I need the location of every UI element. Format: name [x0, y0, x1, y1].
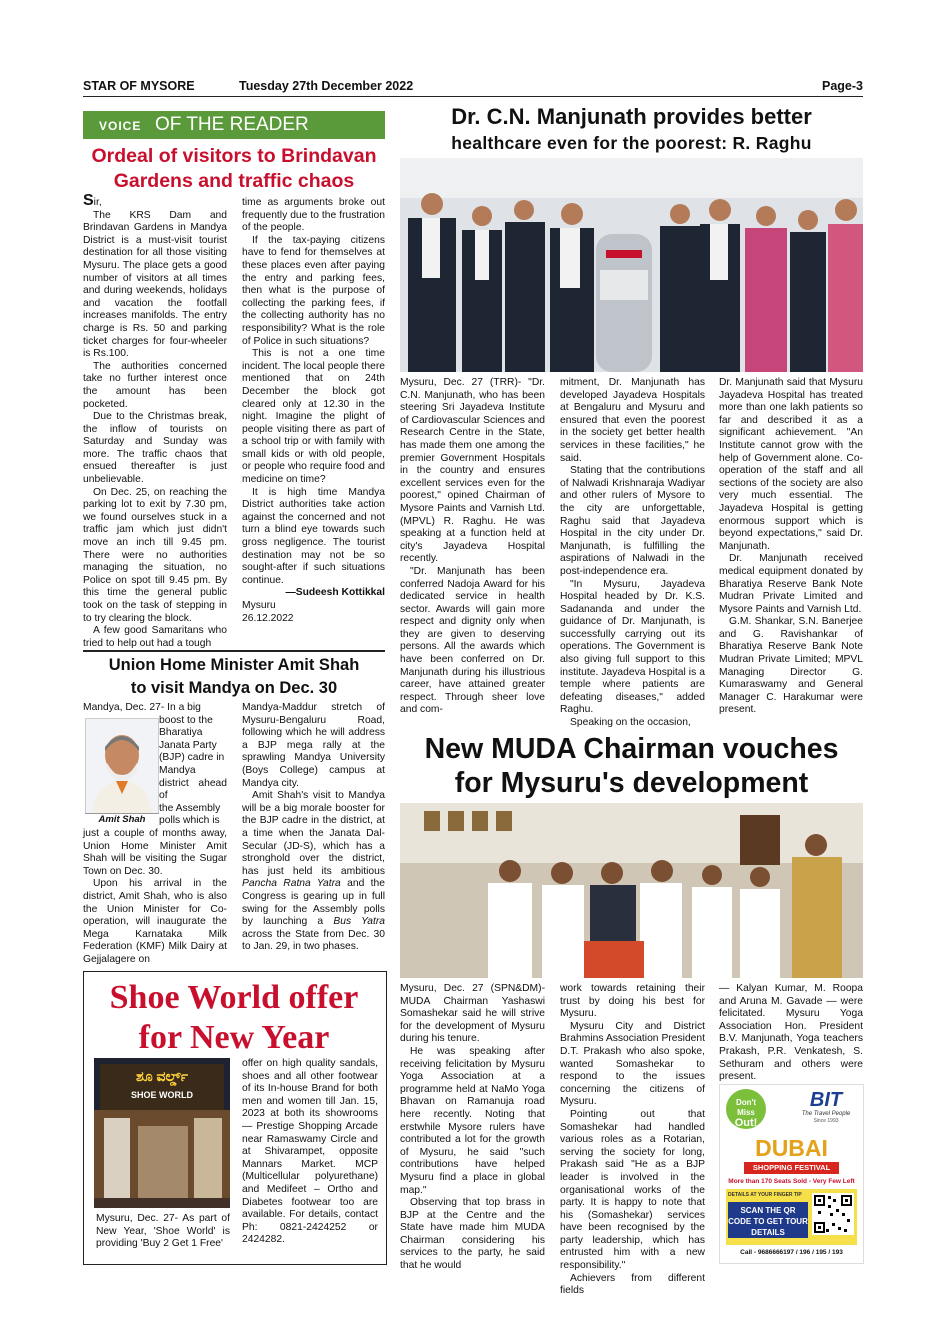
- voice-date: 26.12.2022: [242, 612, 294, 624]
- seats-text: More than 170 Seats Sold - Very Few Left: [728, 1178, 855, 1185]
- manjunath-headline-line2: healthcare even for the poorest: R. Raghu: [451, 133, 812, 153]
- muda-headline: [400, 732, 863, 800]
- muda-para: He was speaking after receiving felicitation by Mysuru Yoga Association at a programme held at NaMo Yoga Bhavan on Ramanuja road here recently. Noting that erstwhile Mysore rulers have contributed a lot for the growth of Mysuru, he said "such contributions have helped Mysuru find a place in global map.": [400, 1045, 545, 1196]
- page-number: Page-3: [822, 79, 863, 93]
- amit-para: Amit Shah's visit to Mandya will be a big morale booster for the BJP cadre in the district, at a time when the Janata Dal-Secular (JD-S), which has a stronghold over the district, has just held its ambitious Pancha Ratna Yatra and the Congress is gearing up in full swing for the Assembly polls by launching a Bus Yatra across the State from Dec. 30 to Jan. 29, in two phases.: [242, 790, 385, 953]
- voice-headline-line1: Ordeal of visitors to Brindavan: [91, 145, 377, 167]
- bit-since: Since 1993: [813, 1118, 839, 1124]
- amit-line: the Assembly: [159, 802, 221, 814]
- manjunath-para: "Dr. Manjunath has been conferred Nadoja Award for his dedicated service in health sector. Awards will gain more respect and dignity only when they are given to deserving persons. All the awards which have been conferred on Dr. Manjunath during his illustrious career, have attained greater respect. Through sheer love and com-: [400, 565, 545, 716]
- amit-line: polls which is: [159, 815, 220, 827]
- issue-date: Tuesday 27th December 2022: [239, 79, 414, 93]
- voice-signature: —Sudeesh Kottikkal: [285, 587, 385, 599]
- manjunath-col2: [560, 377, 705, 730]
- voice-para: This is not a one time incident. The local people there mentioned that on 24th December the block got cleared only at 12.30 in the night. Imagine the plight of people visiting there as part of a school trip or with family with small kids or with old people, or people who require food and medicine on time?: [242, 348, 385, 486]
- voice-para: The authorities concerned take no further interest once the amount has been pocketed.: [83, 360, 227, 410]
- hospital-event-photo: [400, 158, 863, 372]
- dubai-word: DUBAI: [755, 1135, 828, 1161]
- voice-headline: [83, 144, 385, 194]
- store-sign-en: SHOE WORLD: [131, 1090, 193, 1100]
- muda-col2: [560, 983, 705, 1298]
- manjunath-para: Dr. Manjunath said that Mysuru Jayadeva Hospital has treated more than one lakh patients so far and described it as a significant achievement. "An Institute cannot grow with the help of Government alone. Co-operation of the staff and all sections of the society are also very much essential. The Jayadeva Hospital is getting enormous support which is beyond expectations," said Dr. Manjunath.: [719, 377, 863, 552]
- store-sign-kannada: ಶೂ ವರ್ಲ್ಡ್: [136, 1068, 188, 1084]
- voice-para: The KRS Dam and Brindavan Gardens in Mandya District is a must-visit tourist destination for all those visiting Mysuru. The place gets a good number of visitors at all times and during weekends, holidays and vacation the footfall increases manifolds. The entry charge is Rs. 50 and parking ticket charges for four-wheeler is Rs.100.: [83, 209, 227, 360]
- shoe-para: offer on high quality sandals, shoes and all other footwear of its In-house Brand for both men and women till Jan. 15, 2023 at both its showrooms — Prestige Shopping Arcade near Ramaswamy Circle and at Shivarampet, opposite Mannars Market. MCP (Multicellular polyurethane) and Medifeet – Ortho and Diabetes footwear too are available. For details, contact Ph: 0821-2424252 or 2424282.: [242, 1058, 378, 1246]
- manjunath-para: Mysuru, Dec. 27 (TRR)- "Dr. C.N. Manjunath, who has been steering Sri Jayadeva Institute of Cardiovascular Sciences and Research Centre in the State, has made them one among the premier Government Hospitals in the country and ensures excellent services even for the poorest," opined Chairman of Mysore Paints and Varnish Ltd. (MPVL) R. Raghu. He was speaking at a function held at city's Jayadeva Hospital recently.: [400, 377, 545, 565]
- muda-para: Mysuru, Dec. 27 (SPN&DM)- MUDA Chairman Yashaswi Somashekar said he will strive for the development of Mysuru during his tenure.: [400, 983, 545, 1045]
- muda-para: Observing that top brass in BJP at the Centre and the State have made him MUDA Chairman considering his services to the party, he said that he would: [400, 1197, 545, 1272]
- bit-logo: BIT: [809, 1089, 843, 1111]
- manjunath-col1: [400, 377, 545, 717]
- call-numbers: Call - 9686666197 / 196 / 195 / 193: [740, 1249, 843, 1256]
- amit-headline-line1: Union Home Minister Amit Shah: [108, 656, 360, 674]
- amit-line: (BJP) cadre in: [159, 752, 225, 764]
- voice-para: On Dec. 25, on reaching the parking lot to exit by 7.30 pm, we found ourselves stuck in a traffic jam which just didn't move an inch till 9.45 pm. There were no authorities managing the situation, no Police on spot till 9.45 pm. By this time the general public took on the task of stepping in to try clearing the block.: [83, 486, 227, 624]
- shoe-headline: [83, 978, 385, 1058]
- voice-para: time as arguments broke out frequently due to the frustration of the people.: [242, 197, 385, 234]
- section-divider: [83, 650, 385, 652]
- scan-qr-label: SCAN THE QR CODE TO GET TOUR DETAILS: [728, 1202, 808, 1238]
- voice-headline-line2: Gardens and traffic chaos: [113, 170, 355, 192]
- qr-code-graphic: [812, 1193, 854, 1235]
- amit-line: boost to the: [159, 714, 213, 726]
- shoe-headline-line1: Shoe World offer: [109, 979, 359, 1016]
- group-photo-graphic: [400, 158, 863, 372]
- festival-label: SHOPPING FESTIVAL: [744, 1162, 839, 1174]
- amit-line: Bharatiya Janata Party: [159, 727, 217, 751]
- voice-col1: [83, 192, 227, 650]
- shoe-col2: [242, 1058, 378, 1247]
- amit-photo-caption: Amit Shah: [85, 813, 159, 826]
- shoe-store-photo: [94, 1058, 230, 1208]
- manjunath-para: "In Mysuru, Jayadeva Hospital headed by Dr. K.S. Sadananda and under the guidance of Dr. Manjunath, is successfully carrying out its operations. The Government is also giving full support to this institute. Jayadeva Hospital is a temple where patients are defeating diseases," added Raghu.: [560, 578, 705, 716]
- amit-para: just a couple of months away, Union Home Minister Amit Shah will be visiting the Sugar Town on Dec. 30.: [83, 827, 227, 877]
- muda-col1: [400, 983, 545, 1273]
- voice-banner-big: OF THE READER: [155, 114, 309, 135]
- voice-para: It is high time Mandya District authorities take action against the concerned and not turn a blind eye towards such gross negligence. The tourist destination may not be so sought-after if such situations continue.: [242, 486, 385, 586]
- muda-felicitation-photo: [400, 803, 863, 978]
- manjunath-para: mitment, Dr. Manjunath has developed Jayadeva Hospitals at Bengaluru and Mysuru and ensured that even the poorest in the society get better health services in these facilities," he said.: [560, 377, 705, 464]
- manjunath-col3: [719, 377, 863, 717]
- masthead: [83, 76, 863, 97]
- voice-banner-small: VOICE: [99, 119, 142, 133]
- amit-para: Mandya-Maddur stretch of Mysuru-Bengaluru Road, following which he will address a BJP mega rally at the sprawling Mandya University (Boys College) campus at Mandya city.: [242, 702, 385, 789]
- amit-para: Upon his arrival in the district, Amit Shah, who is also the Union Minister for Co-operation, will inaugurate the Mega Karnataka Milk Federation (KMF) Milk Dairy at Gejjalagere on: [83, 878, 227, 965]
- muda-para: Mysuru City and District Brahmins Association President D.T. Prakash who also spoke, wanted Somashekar to respond to the issues concerning the citizens of Mysuru.: [560, 1020, 705, 1108]
- manjunath-headline: [400, 104, 863, 156]
- voice-salutation: ir,: [93, 197, 102, 208]
- voice-para: A few good Samaritans who tried to help out had a tough: [83, 625, 227, 649]
- amit-col1: [83, 702, 227, 966]
- amit-line: Mandya, Dec. 27- In a big: [83, 702, 201, 713]
- details-text: DETAILS AT YOUR FINGER TIP: [728, 1192, 802, 1198]
- manjunath-para: G.M. Shankar, S.N. Banerjee and G. Ravishankar of Bharatiya Reserve Bank Note Mudran Private Limited; MPVL Managing Director G. Kumaraswamy and General Manager C. Harakumar were present.: [719, 616, 863, 716]
- shoe-headline-line2: for New Year: [138, 1019, 330, 1056]
- voice-place: Mysuru: [242, 600, 276, 611]
- amit-headline: [83, 654, 385, 700]
- shoe-col1: [96, 1213, 230, 1251]
- shoe-para: Mysuru, Dec. 27- As part of New Year, 'Shoe World' is providing 'Buy 2 Get 1 Free': [96, 1213, 230, 1250]
- paper-name: STAR OF MYSORE: [83, 79, 195, 93]
- manjunath-para: Speaking on the occasion,: [570, 717, 691, 729]
- muda-para: Pointing out that Somashekar had handled various roles as a Rotarian, serving the society for long, Prakash said "He as a BJP leader is involved in the organisational works of the party. It is happy to note that his (Somashekar) services have been recognised by the party leadership, which has entrusted him with a new responsibility.": [560, 1108, 705, 1272]
- muda-headline-line2: for Mysuru's development: [454, 767, 809, 799]
- muda-col3: [719, 983, 863, 1084]
- amit-wrap-lines: [159, 715, 227, 828]
- dubai-ad[interactable]: [719, 1084, 864, 1264]
- manjunath-para: Stating that the contributions of Nalwadi Krishnaraja Wadiyar and other rulers of Mysore to the city are unforgettable, Raghu said that Jayadeva Hospital in the city under Dr. Manjunath, is fulfilling the aspirations of Nalwadi in the post-independence era.: [560, 465, 705, 577]
- manjunath-para: Dr. Manjunath received medical equipment donated by Bharatiya Reserve Bank Note Mudran Private Limited and Mysore Paints and Varnish Ltd.: [719, 553, 863, 615]
- muda-para: Achievers from different fields: [560, 1272, 705, 1297]
- felicitation-graphic: [400, 803, 863, 978]
- voice-para: Due to the Christmas break, the inflow of tourists on Saturday and Sunday was more. The traffic chaos that ensued thereafter is just unbelievable.: [83, 411, 227, 486]
- qr-code[interactable]: [812, 1193, 854, 1235]
- voice-para: If the tax-paying citizens have to fend for themselves at these places even after paying the entry and parking fees, then what is the purpose of collecting the parking fees, if the collecting authority has no responsibility? What is the role of Police in such situations?: [242, 234, 385, 347]
- muda-para: — Kalyan Kumar, M. Roopa and Aruna M. Gavade — were felicitated. Mysuru Yoga Association Hon. President B.V. Manjunath, Yoga teachers Prakash, P.R. Venkatesh, S. Sethuram and others were present.: [719, 983, 863, 1083]
- dont-miss-badge: Don't Miss Out!: [726, 1089, 766, 1129]
- amit-line: Mandya district ahead of: [159, 764, 227, 802]
- amit-headline-line2: to visit Mandya on Dec. 30: [130, 679, 338, 697]
- muda-headline-line1: New MUDA Chairman vouches: [424, 733, 839, 765]
- voice-dropcap: S: [83, 192, 94, 209]
- amit-col2: [242, 702, 385, 954]
- manjunath-headline-line1: Dr. C.N. Manjunath provides better: [451, 104, 812, 129]
- muda-para: work towards retaining their trust by doing his best for Mysuru.: [560, 983, 705, 1020]
- voice-banner: [83, 111, 385, 139]
- bit-tagline: The Travel People: [801, 1111, 851, 1117]
- voice-col2: [242, 197, 385, 625]
